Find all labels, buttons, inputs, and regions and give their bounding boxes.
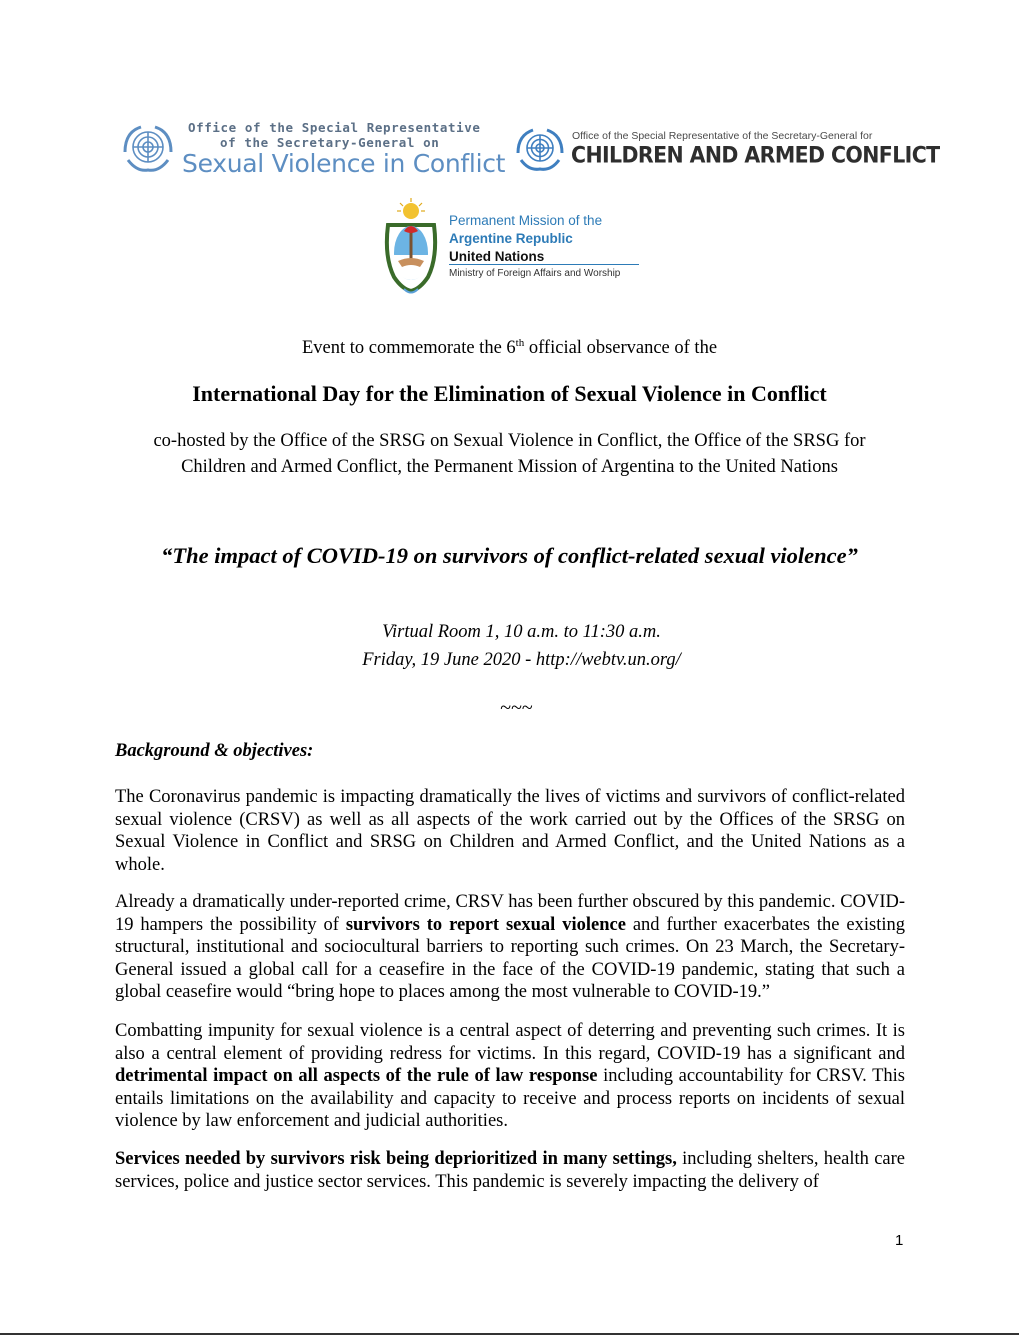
srsg-svc-line2: of the Secretary-General on: [220, 135, 440, 150]
srsg-caac-line1: Office of the Special Representative of the Secretary-General for: [572, 130, 873, 142]
argentina-line2: Argentine Republic: [449, 231, 573, 246]
event-theme: “The impact of COVID-19 on survivors of conflict-related sexual violence”: [161, 543, 858, 568]
venue-line1: Virtual Room 1, 10 a.m. to 11:30 a.m.: [382, 622, 661, 642]
argentina-mission-text: [449, 212, 621, 279]
paragraph-2: [115, 891, 905, 1004]
page-bottom-border: [0, 1333, 1019, 1335]
srsg-svc-line1: Office of the Special Representative: [188, 120, 481, 135]
paragraph-2-bold: survivors to report sexual violence: [345, 914, 626, 935]
separator: ~~~: [500, 697, 533, 719]
argentina-divider: [449, 264, 639, 265]
event-suffix: official observance of the: [524, 338, 718, 358]
document-title: International Day for the Elimination of Sexual Violence in Conflict: [192, 381, 827, 406]
argentina-line3: United Nations: [449, 249, 545, 264]
event-line: [0, 338, 1019, 359]
paragraph-2-text-a: Already a dramatically under-reported crime, CRSV has been further obscured by this pandemic. COVID-19 hampers the possibility of: [115, 892, 905, 935]
paragraph-4-text-b: including shelters, health care services, police and justice sector services. This pandemic is severely impacting the delivery of: [115, 1149, 905, 1192]
section-heading: Background & objectives:: [115, 741, 314, 761]
paragraph-2-text-c: and further exacerbates the existing structural, institutional and sociocultural barriers to reporting such crimes. On 23 March, the Secretary-General issued a global call for a ceasefire in the face of the COVID-19 pandemic, stating that such a global ceasefire would “bring hope to places among the most vulnerable to COVID-19.”: [115, 914, 905, 1003]
cohost-text: [0, 428, 1019, 480]
cohost-line1: co-hosted by the Office of the SRSG on Sexual Violence in Conflict, the Office of the SRSG for: [153, 431, 866, 451]
argentina-coat-of-arms-icon: [380, 197, 442, 297]
paragraph-4-bold: Services needed by survivors risk being deprioritized in many settings,: [115, 1149, 677, 1169]
paragraph-1: The Coronavirus pandemic is impacting dramatically the lives of victims and survivors of conflict-related sexual violence (CRSV) as well as all aspects of the work carried out by the Offices of the SRSG on Sexual Violence in Conflict and SRSG on Children and Armed Conflict, and the United Nations as a whole.: [115, 787, 905, 875]
paragraph-3-text-a: Combatting impunity for sexual violence is a central aspect of deterring and preventing such crimes. It is also a central element of providing redress for victims. In this regard, COVID-19 has a significant and: [115, 1021, 905, 1064]
srsg-caac-line2: CHILDREN AND ARMED CONFLICT: [571, 142, 940, 168]
paragraph-3: [115, 1020, 905, 1133]
paragraph-3-text-c: including accountability for CRSV. This entails limitations on the availability and capacity to receive and process reports on incidents of sexual violence by law enforcement and judicial authorities.: [115, 1066, 906, 1132]
event-superscript: th: [515, 337, 525, 349]
venue-info: [12, 618, 1019, 674]
event-prefix: Event to commemorate the 6: [301, 338, 516, 358]
paragraph-4: [115, 1148, 905, 1193]
venue-line2: Friday, 19 June 2020 - http://webtv.un.org/: [362, 650, 681, 670]
argentina-line1: Permanent Mission of the: [449, 213, 603, 228]
paragraph-3-bold: detrimental impact on all aspects of the rule of law response: [115, 1066, 598, 1087]
srsg-svc-line3: Sexual Violence in Conflict: [182, 149, 506, 178]
page-number: 1: [895, 1232, 904, 1249]
cohost-line2: Children and Armed Conflict, the Permanent Mission of Argentina to the United Nations: [181, 457, 838, 477]
un-emblem-icon: [513, 126, 567, 174]
un-emblem-icon: [119, 122, 177, 176]
argentina-line4: Ministry of Foreign Affairs and Worship: [449, 268, 621, 279]
